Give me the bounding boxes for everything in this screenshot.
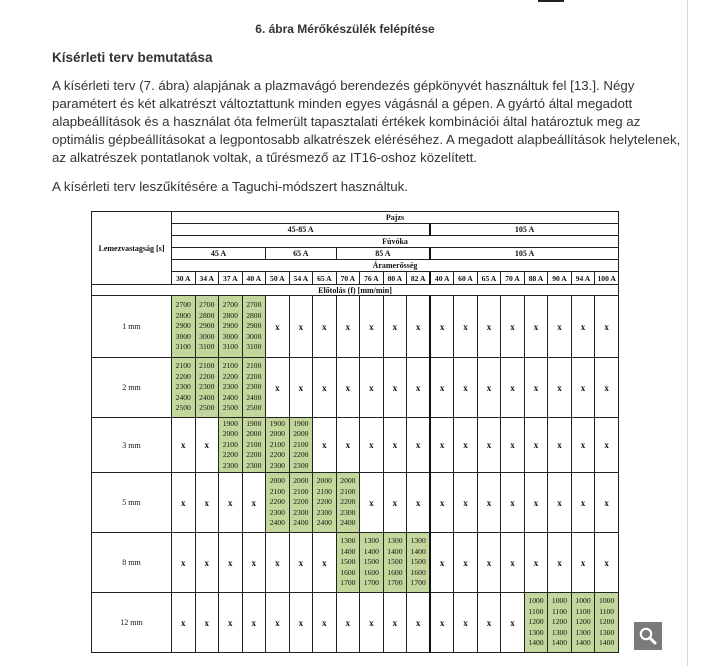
unused-cell: x: [595, 296, 619, 358]
unused-cell: x: [571, 358, 595, 418]
unused-cell: x: [548, 418, 572, 473]
unused-cell: x: [360, 473, 384, 533]
unused-cell: x: [242, 533, 266, 593]
feed-rate-cell: [195, 358, 219, 418]
header-fuvoka-group: 105 A: [430, 248, 618, 260]
header-current: 70 A: [336, 272, 360, 285]
header-current: 94 A: [571, 272, 595, 285]
feed-rate-values: 1900 2000 2100 2200 2300: [222, 418, 238, 470]
unused-cell: x: [524, 296, 548, 358]
unused-cell: x: [524, 473, 548, 533]
unused-cell: x: [360, 593, 384, 653]
zoom-button[interactable]: [634, 622, 662, 650]
unused-cell: x: [242, 473, 266, 533]
feed-rate-values: 2700 2800 2900 3000 3100: [175, 300, 191, 352]
feed-rate-cell: [313, 473, 337, 533]
unused-cell: x: [477, 533, 501, 593]
row-thickness-label: 3 mm: [92, 418, 172, 473]
unused-cell: x: [454, 533, 478, 593]
unused-cell: x: [571, 418, 595, 473]
unused-cell: x: [383, 473, 407, 533]
feed-rate-values: 2700 2800 2900 3000 3100: [246, 300, 262, 352]
unused-cell: x: [430, 593, 454, 653]
unused-cell: x: [172, 533, 196, 593]
unused-cell: x: [430, 473, 454, 533]
header-fuvoka-group: 45 A: [172, 248, 266, 260]
row-thickness-label: 2 mm: [92, 358, 172, 418]
feed-rate-cell: [172, 296, 196, 358]
unused-cell: x: [266, 296, 290, 358]
unused-cell: x: [219, 473, 243, 533]
unused-cell: x: [336, 296, 360, 358]
feed-rate-values: 1000 1100 1200 1300 1400: [599, 596, 615, 648]
unused-cell: x: [430, 358, 454, 418]
paragraph-intro: A kísérleti terv (7. ábra) alapjának a plazmavágó berendezés gépkönyvét használtuk fel [13.]. Négy paramétert és két alkatrészt változtattunk minden egyes vágásnál a gépen. A gyártó által megadott alapbeállítások és a használat óta felmerült tapasztalati értékek kombinációi által határoztuk meg az optimális gépbeállításokat a legpontosabb alkatrészek eléréséhez. A megadott alapbeállítások helytelenek, az alkatrészek pontatlanok voltak, a tűrésmező az IT16-oshoz közelített.: [52, 78, 681, 165]
feed-rate-values: 1300 1400 1500 1600 1700: [410, 536, 426, 588]
feed-rate-values: 2000 2100 2200 2300 2400: [340, 476, 356, 528]
unused-cell: x: [266, 593, 290, 653]
unused-cell: x: [454, 593, 478, 653]
unused-cell: x: [172, 418, 196, 473]
feed-rate-values: 2700 2800 2900 3000 3100: [222, 300, 238, 352]
sidebar-divider: [687, 0, 688, 666]
feed-rate-cell: [407, 533, 431, 593]
unused-cell: x: [266, 358, 290, 418]
unused-cell: x: [219, 593, 243, 653]
unused-cell: x: [501, 358, 525, 418]
feed-rate-values: 2000 2100 2200 2300 2400: [293, 476, 309, 528]
feed-rate-values: 2000 2100 2200 2300 2400: [316, 476, 332, 528]
row-thickness-label: 1 mm: [92, 296, 172, 358]
feed-rate-cell: [219, 296, 243, 358]
feed-rate-cell: [571, 593, 595, 653]
header-current: 65 A: [477, 272, 501, 285]
unused-cell: x: [242, 593, 266, 653]
unused-cell: x: [454, 473, 478, 533]
row-thickness-label: 5 mm: [92, 473, 172, 533]
table-row: [92, 418, 619, 473]
header-current: 70 A: [501, 272, 525, 285]
feed-rate-cell: [219, 358, 243, 418]
table-row: [92, 533, 619, 593]
unused-cell: x: [407, 358, 431, 418]
unused-cell: x: [195, 473, 219, 533]
unused-cell: x: [336, 418, 360, 473]
unused-cell: x: [383, 296, 407, 358]
header-current: 37 A: [219, 272, 243, 285]
unused-cell: x: [524, 418, 548, 473]
unused-cell: x: [571, 473, 595, 533]
experiment-plan-table: [91, 211, 619, 653]
feed-rate-values: 1300 1400 1500 1600 1700: [387, 536, 403, 588]
top-divider: [538, 0, 564, 2]
unused-cell: x: [360, 418, 384, 473]
table-row: [92, 473, 619, 533]
unused-cell: x: [383, 418, 407, 473]
unused-cell: x: [407, 296, 431, 358]
feed-rate-cell: [172, 358, 196, 418]
magnifier-icon: [638, 626, 658, 646]
header-aramerosseg: Áramerősség: [172, 260, 619, 272]
unused-cell: x: [501, 296, 525, 358]
unused-cell: x: [477, 418, 501, 473]
header-current: 65 A: [313, 272, 337, 285]
unused-cell: x: [595, 473, 619, 533]
feed-rate-cell: [242, 418, 266, 473]
row-thickness-label: 8 mm: [92, 533, 172, 593]
feed-rate-values: 2100 2200 2300 2400 2500: [199, 361, 215, 413]
unused-cell: x: [430, 533, 454, 593]
unused-cell: x: [477, 593, 501, 653]
unused-cell: x: [219, 533, 243, 593]
header-pajzs: Pajzs: [172, 212, 619, 224]
unused-cell: x: [195, 418, 219, 473]
unused-cell: x: [360, 358, 384, 418]
feed-rate-values: 2100 2200 2300 2400 2500: [246, 361, 262, 413]
unused-cell: x: [548, 473, 572, 533]
table-row: [92, 358, 619, 418]
unused-cell: x: [501, 473, 525, 533]
unused-cell: x: [336, 358, 360, 418]
header-current: 88 A: [524, 272, 548, 285]
unused-cell: x: [336, 593, 360, 653]
unused-cell: x: [407, 473, 431, 533]
unused-cell: x: [313, 418, 337, 473]
feed-rate-cell: [195, 296, 219, 358]
unused-cell: x: [595, 418, 619, 473]
feed-rate-cell: [383, 533, 407, 593]
header-current: 50 A: [266, 272, 290, 285]
feed-rate-values: 1900 2000 2100 2200 2300: [246, 418, 262, 470]
header-fuvoka: Fúvóka: [172, 236, 619, 248]
unused-cell: x: [407, 418, 431, 473]
unused-cell: x: [313, 593, 337, 653]
header-pajzs-group: 45-85 A: [172, 224, 431, 236]
feed-rate-cell: [336, 533, 360, 593]
header-current: 40 A: [242, 272, 266, 285]
unused-cell: x: [454, 296, 478, 358]
feed-rate-cell: [289, 418, 313, 473]
feed-rate-cell: [360, 533, 384, 593]
feed-rate-cell: [524, 593, 548, 653]
unused-cell: x: [313, 358, 337, 418]
feed-rate-values: 1900 2000 2100 2200 2300: [293, 418, 309, 470]
feed-rate-cell: [266, 473, 290, 533]
unused-cell: x: [454, 358, 478, 418]
section-heading: Kísérleti terv bemutatása: [52, 50, 213, 65]
unused-cell: x: [571, 296, 595, 358]
unused-cell: x: [195, 533, 219, 593]
header-current: 100 A: [595, 272, 619, 285]
feed-rate-cell: [242, 296, 266, 358]
unused-cell: x: [360, 296, 384, 358]
unused-cell: x: [477, 358, 501, 418]
unused-cell: x: [548, 533, 572, 593]
row-thickness-label: 12 mm: [92, 593, 172, 653]
feed-rate-cell: [242, 358, 266, 418]
header-corner-thickness: Lemezvastagság [s]: [92, 212, 172, 285]
unused-cell: x: [172, 593, 196, 653]
feed-rate-values: 2000 2100 2200 2300 2400: [269, 476, 285, 528]
feed-rate-values: 2700 2800 2900 3000 3100: [199, 300, 215, 352]
header-current: 40 A: [430, 272, 454, 285]
table-row: [92, 593, 619, 653]
table-row: [92, 296, 619, 358]
header-fuvoka-group: 65 A: [266, 248, 337, 260]
feed-rate-values: 1000 1100 1200 1300 1400: [575, 596, 591, 648]
unused-cell: x: [454, 418, 478, 473]
feed-rate-values: 1900 2000 2100 2200 2300: [269, 418, 285, 470]
feed-rate-cell: [266, 418, 290, 473]
unused-cell: x: [383, 358, 407, 418]
unused-cell: x: [289, 296, 313, 358]
header-current: 30 A: [172, 272, 196, 285]
feed-rate-cell: [219, 418, 243, 473]
header-pajzs-group: 105 A: [430, 224, 618, 236]
unused-cell: x: [501, 533, 525, 593]
unused-cell: x: [289, 358, 313, 418]
unused-cell: x: [548, 296, 572, 358]
header-current: 80 A: [383, 272, 407, 285]
experiment-plan-figure: [91, 211, 618, 651]
header-current: 90 A: [548, 272, 572, 285]
unused-cell: x: [172, 473, 196, 533]
unused-cell: x: [407, 593, 431, 653]
figure-caption: 6. ábra Mérőkészülék felépítése: [255, 22, 435, 36]
header-current: 54 A: [289, 272, 313, 285]
unused-cell: x: [477, 296, 501, 358]
feed-rate-values: 1000 1100 1200 1300 1400: [528, 596, 544, 648]
unused-cell: x: [313, 533, 337, 593]
feed-rate-cell: [336, 473, 360, 533]
unused-cell: x: [430, 418, 454, 473]
unused-cell: x: [501, 418, 525, 473]
header-fuvoka-group: 85 A: [336, 248, 430, 260]
header-current: 34 A: [195, 272, 219, 285]
feed-rate-values: 2100 2200 2300 2400 2500: [175, 361, 191, 413]
header-current: 60 A: [454, 272, 478, 285]
unused-cell: x: [571, 533, 595, 593]
unused-cell: x: [266, 533, 290, 593]
header-eloto: Előtolás (f) [mm/min]: [92, 285, 619, 296]
feed-rate-values: 1300 1400 1500 1600 1700: [363, 536, 379, 588]
unused-cell: x: [524, 358, 548, 418]
header-current: 82 A: [407, 272, 431, 285]
feed-rate-cell: [595, 593, 619, 653]
feed-rate-values: 2100 2200 2300 2400 2500: [222, 361, 238, 413]
unused-cell: x: [289, 533, 313, 593]
unused-cell: x: [524, 533, 548, 593]
unused-cell: x: [430, 296, 454, 358]
header-current: 76 A: [360, 272, 384, 285]
paragraph-taguchi: A kísérleti terv leszűkítésére a Taguchi-módszert használtuk.: [52, 179, 408, 194]
unused-cell: x: [595, 358, 619, 418]
feed-rate-cell: [548, 593, 572, 653]
unused-cell: x: [289, 593, 313, 653]
unused-cell: x: [195, 593, 219, 653]
feed-rate-cell: [289, 473, 313, 533]
feed-rate-values: 1000 1100 1200 1300 1400: [551, 596, 568, 648]
feed-rate-values: 1300 1400 1500 1600 1700: [340, 536, 356, 588]
unused-cell: x: [595, 533, 619, 593]
unused-cell: x: [383, 593, 407, 653]
unused-cell: x: [477, 473, 501, 533]
unused-cell: x: [501, 593, 525, 653]
unused-cell: x: [548, 358, 572, 418]
unused-cell: x: [313, 296, 337, 358]
